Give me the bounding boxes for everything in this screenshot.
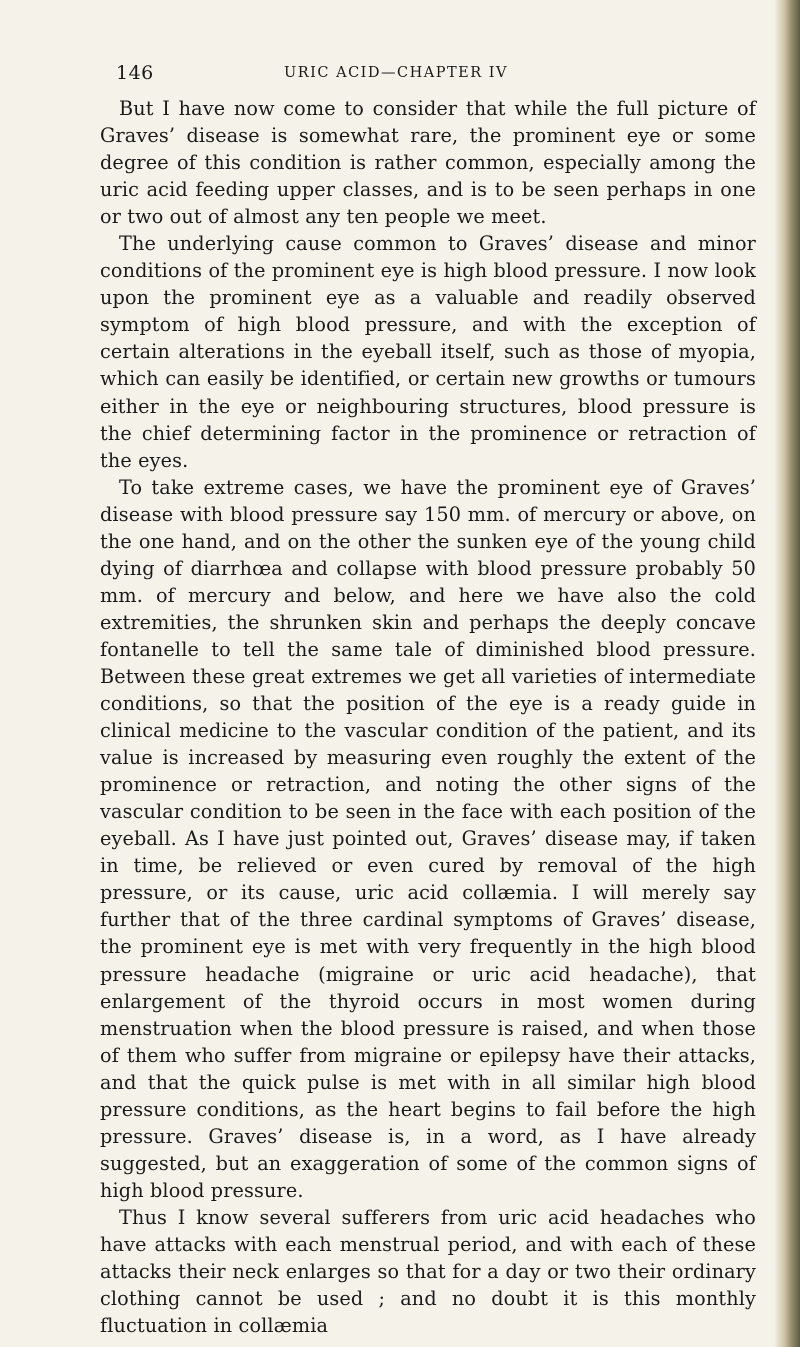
paragraph-3: To take extreme cases, we have the prominent eye of Graves’ disease with blood pressure say 150 mm. of mercury or above, on the one hand, and on the other the sunken eye of the young child dying of diarrhœa and collapse with blood pressure probably 50 mm. of mercury and below, and here we have also the cold extremities, the shrunken skin and perhaps the deeply concave fontanelle to tell the same tale of diminished blood pressure. Between these great extremes we get all varieties of intermediate conditions, so that the position of the eye is a ready guide in clinical medicine to the vascular condition of the patient, and its value is increased by measuring even roughly the extent of the prominence or retraction, and noting the other signs of the vascular condition to be seen in the face with each position of the eyeball. As I have just pointed out, Graves’ disease may, if taken in time, be relieved or even cured by removal of the high pressure, or its cause, uric acid collæmia. I will merely say further that of the three cardinal symptoms of Graves’ disease, the prominent eye is met with very frequently in the high blood pressure headache (migraine or uric acid headache), that enlargement of the thyroid occurs in most women during menstruation when the blood pressure is raised, and when those of them who suffer from migraine or epilepsy have their attacks, and that the quick pulse is met with in all similar high blood pressure conditions, as the heart begins to fail before the high pressure. Graves’ disease is, in a word, as I have already suggested, but an exaggeration of some of the common signs of high blood pressure. (100, 475, 756, 1202)
body-text (100, 95, 756, 1339)
page-edge-shadow (774, 0, 800, 1347)
running-head: URIC ACID—CHAPTER IV (284, 65, 508, 81)
page-header (116, 62, 756, 88)
paragraph-2: The underlying cause common to Graves’ disease and minor conditions of the prominent eye is high blood pressure. I now look upon the prominent eye as a valuable and readily observed symptom of high blood pressure, and with the exception of certain alterations in the eyeball itself, such as those of myopia, which can easily be identified, or certain new growths or tumours either in the eye or neighbouring structures, blood pressure is the chief determining factor in the prominence or retraction of the eyes. (100, 232, 756, 472)
paragraph-1: But I have now come to consider that while the full picture of Graves’ disease is somewhat rare, the prominent eye or some degree of this condition is rather common, especially among the uric acid feeding upper classes, and is to be seen perhaps in one or two out of almost any ten people we meet. (100, 97, 756, 229)
paragraph-4: Thus I know several sufferers from uric acid headaches who have attacks with each menstrual period, and with each of these attacks their neck enlarges so that for a day or two their ordinary clothing cannot be used ; and no doubt it is this monthly fluctuation in collæmia (100, 1205, 756, 1338)
page-number: 146 (116, 62, 154, 84)
